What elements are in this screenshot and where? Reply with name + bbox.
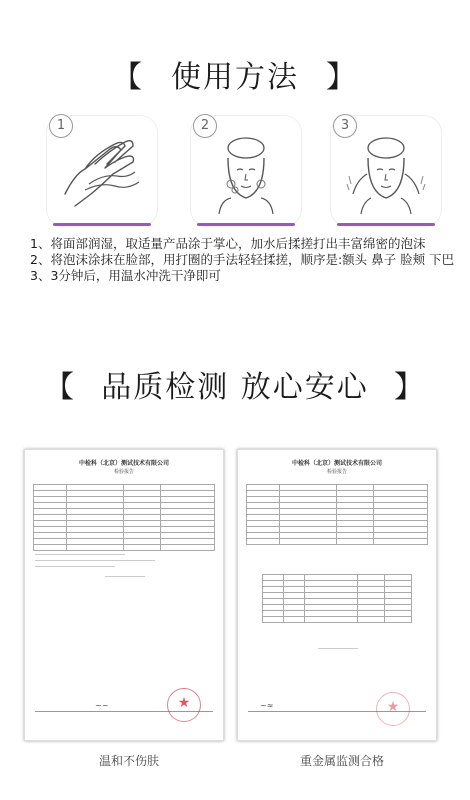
report-caption-1: 温和不伤肤 [98,754,159,768]
report-subtitle: 检验报告 [326,469,347,475]
text-line [35,566,115,567]
usage-title-text: 使用方法 [171,60,299,95]
report-table [246,484,428,545]
text-line [35,560,155,561]
step-card-3 [330,115,442,227]
text-line [105,576,145,577]
bracket-right: 】 [394,370,426,405]
quality-section-title [0,362,470,406]
signature-scribble: ~~ [95,701,109,710]
step-underline [337,223,435,226]
text-line [35,554,125,555]
test-report-1 [24,449,224,741]
report-company: 中检科（北京）测试技术有限公司 [78,460,169,467]
step-number-1: 1 [49,114,73,138]
hands-lather-icon [55,124,149,218]
instructions-list [30,236,460,284]
bracket-right: 】 [326,60,358,95]
report-company: 中检科（北京）测试技术有限公司 [291,460,382,467]
red-seal-stamp [376,692,410,726]
usage-section-title [0,52,470,96]
step-underline [197,223,295,226]
bracket-left: 【 [44,370,76,405]
bracket-left: 【 [112,60,144,95]
report-table [33,484,215,551]
step-number-3: 3 [333,114,357,138]
report-caption-2: 重金属监测合格 [299,754,384,768]
face-massage-icon [199,124,293,218]
report-subtitle: 检验报告 [113,469,134,475]
instruction-line-1: 1、将面部润湿，取适量产品涂于掌心，加水后揉搓打出丰富绵密的泡沫 [30,236,426,251]
instruction-line-2: 2、将泡沫涂抹在脸部，用打圈的手法轻轻揉搓，顺序是:额头 鼻子 脸颊 下巴 [30,252,455,267]
text-line [318,648,358,649]
instruction-line-3: 3、3分钟后，用温水冲洗干净即可 [30,268,221,283]
step-card-2 [190,115,302,227]
results-table [262,574,412,623]
step-underline [53,223,151,226]
face-rinse-icon [339,124,433,218]
red-seal-stamp [167,688,201,722]
step-number-2: 2 [193,114,217,138]
test-report-2 [237,449,437,741]
signature-scribble: ~≈ [260,701,274,710]
quality-title-text: 品质检测 放心安心 [101,370,369,405]
step-card-1 [46,115,158,227]
